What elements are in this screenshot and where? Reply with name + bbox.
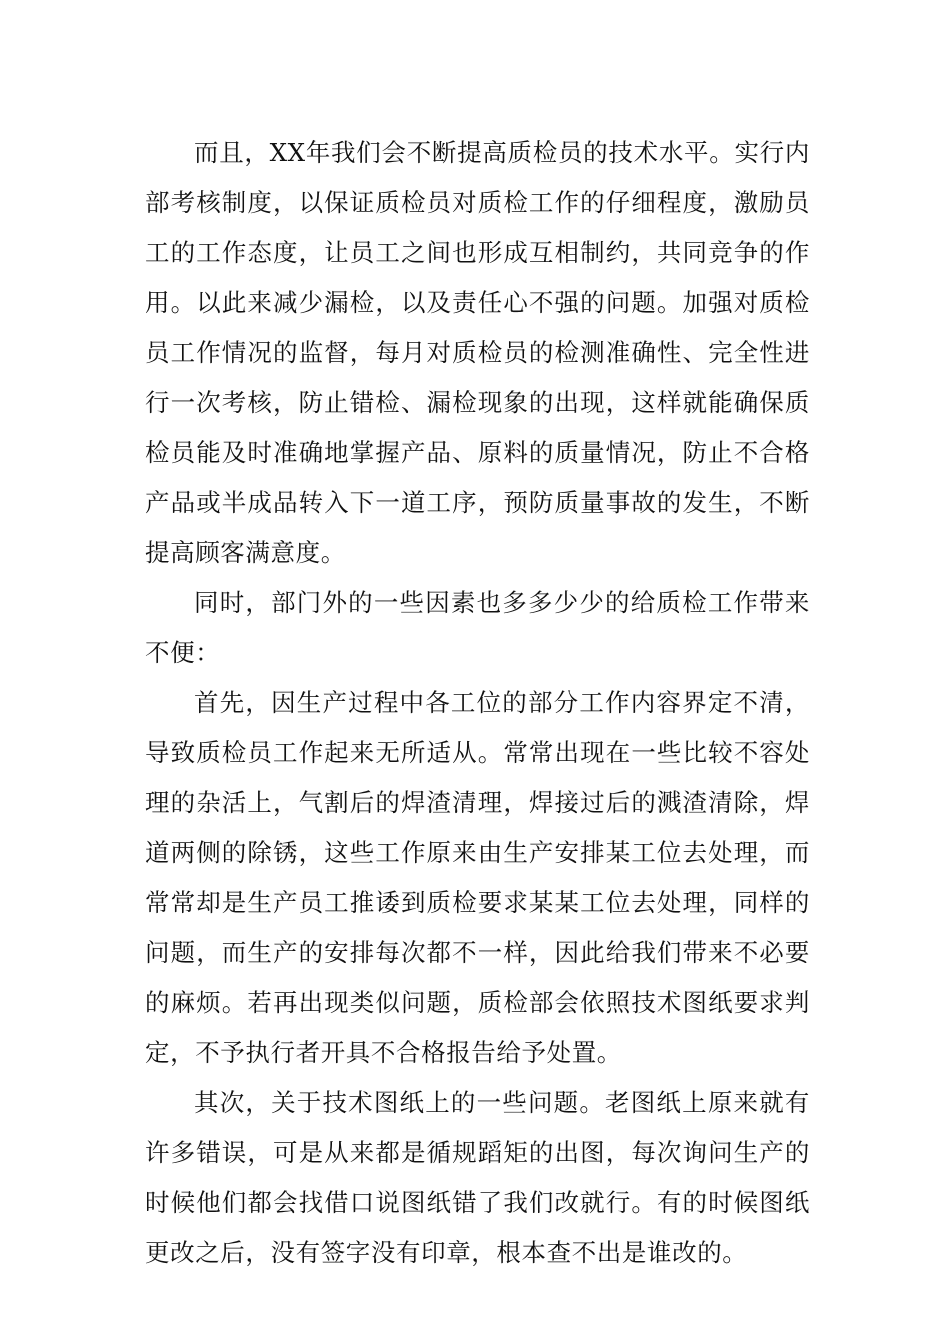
document-body	[145, 128, 810, 1278]
paragraph-external-factors: 同时，部门外的一些因素也多多少少的给质检工作带来不便：	[145, 588, 810, 667]
paragraph-first-issue: 首先，因生产过程中各工位的部分工作内容界定不清，导致质检员工作起来无所适从。常常出现在一些比较不容处理的杂活上，气割后的焊渣清理，焊接过后的溅渣清除，焊道两侧的除锈，这些工作原来由生产安排某工位去处理，而常常却是生产员工推诿到质检要求某某工位去处理，同样的问题，而生产的安排每次都不一样，因此给我们带来不必要的麻烦。若再出现类似问题，质检部会依照技术图纸要求判定，不予执行者开具不合格报告给予处置。	[145, 688, 810, 1067]
paragraph-second-issue: 其次，关于技术图纸上的一些问题。老图纸上原来就有许多错误，可是从来都是循规蹈矩的出图，每次询问生产的时候他们都会找借口说图纸错了我们改就行。有的时候图纸更改之后，没有签字没有印章，根本查不出是谁改的。	[145, 1088, 810, 1267]
paragraph-quality-improvement: 而且，XX年我们会不断提高质检员的技术水平。实行内部考核制度，以保证质检员对质检工作的仔细程度，激励员工的工作态度，让员工之间也形成互相制约，共同竞争的作用。以此来减少漏检，以及责任心不强的问题。加强对质检员工作情况的监督，每月对质检员的检测准确性、完全性进行一次考核，防止错检、漏检现象的出现，这样就能确保质检员能及时准确地掌握产品、原料的质量情况，防止不合格产品或半成品转入下一道工序，预防质量事故的发生，不断提高顾客满意度。	[145, 138, 810, 567]
